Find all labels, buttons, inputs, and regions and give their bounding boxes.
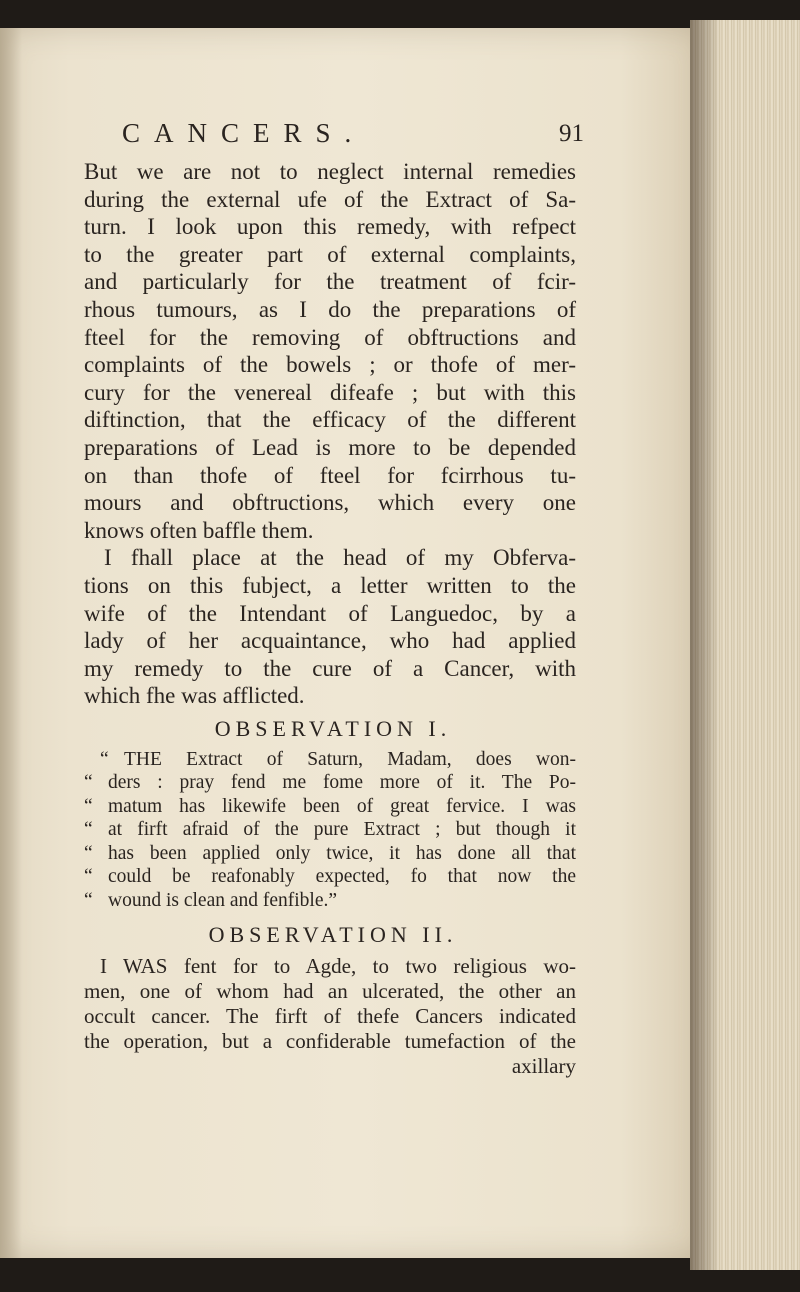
- quote-mark: “: [84, 819, 93, 841]
- page-edge-shadow: [690, 20, 720, 1270]
- quote-mark: “: [84, 842, 93, 864]
- quote-line: [84, 818, 576, 842]
- text-line: and particularly for the treatment of fcir-: [84, 269, 576, 295]
- text-line: turn. I look upon this remedy, with refpect: [84, 214, 576, 240]
- text-line: fteel for the removing of obftructions and: [84, 324, 576, 350]
- page-gutter-shadow: [0, 28, 22, 1258]
- text-line: which fhe was afflicted.: [84, 683, 305, 709]
- observation-2-heading: OBSERVATION II.: [208, 922, 458, 948]
- text-line: tions on this fubject, a letter written to the: [84, 572, 576, 598]
- paragraph-2: [84, 544, 576, 710]
- text-line: my remedy to the cure of a Cancer, with: [84, 655, 576, 681]
- observation-1-letter: [84, 748, 576, 913]
- text-line: knows often baffle them.: [84, 517, 314, 543]
- page-number: 91: [559, 120, 584, 147]
- text-line: I fhall place at the head of my Obferva-: [104, 545, 576, 571]
- paragraph-1: [84, 158, 576, 544]
- quote-text: could be reafonably expected, fo that now the: [108, 866, 576, 888]
- quote-line: [84, 795, 576, 819]
- quote-line: [84, 748, 576, 772]
- quote-text: has been applied only twice, it has done all that: [108, 842, 576, 864]
- running-title: CANCERS.: [122, 118, 366, 148]
- quote-text: at firft afraid of the pure Extract ; but though it: [108, 819, 576, 841]
- text-line: complaints of the bowels ; or thofe of mer-: [84, 352, 576, 378]
- quote-mark: “: [100, 748, 109, 770]
- text-line: men, one of whom had an ulcerated, the other an: [84, 979, 576, 1004]
- quote-text: wound is clean and fenfible.”: [108, 889, 338, 911]
- catchword: axillary: [511, 1054, 576, 1079]
- observation-1-heading: OBSERVATION I.: [214, 715, 452, 741]
- text-line: diftinction, that the efficacy of the different: [84, 407, 576, 433]
- text-line: the operation, but a confiderable tumefaction of the: [84, 1029, 576, 1054]
- quote-mark: “: [84, 889, 93, 911]
- text-line: occult cancer. The firft of thefe Cancers indicated: [84, 1004, 576, 1029]
- quote-line: [84, 842, 576, 866]
- text-line: But we are not to neglect internal remedies: [84, 159, 576, 184]
- text-line: on than thofe of fteel for fcirrhous tu-: [84, 462, 576, 488]
- running-header: [84, 118, 584, 158]
- quote-mark: “: [84, 795, 93, 817]
- text-line: lady of her acquaintance, who had applied: [84, 628, 576, 654]
- quote-mark: “: [84, 772, 93, 794]
- text-line: during the external ufe of the Extract of Sa-: [84, 186, 576, 212]
- text-line: to the greater part of external complaints,: [84, 241, 576, 267]
- text-line: mours and obftructions, which every one: [84, 490, 576, 516]
- quote-mark: “: [84, 866, 93, 888]
- quote-text: THE Extract of Saturn, Madam, does won-: [124, 748, 576, 770]
- text-line: cury for the venereal difeafe ; but with this: [84, 379, 576, 405]
- text-line: preparations of Lead is more to be depended: [84, 434, 576, 460]
- quote-line: [84, 889, 576, 913]
- quote-text: matum has likewife been of great fervice. I was: [108, 795, 576, 817]
- page-text: [84, 118, 584, 1079]
- text-line: wife of the Intendant of Languedoc, by a: [84, 600, 576, 626]
- text-line: I WAS fent for to Agde, to two religious wo-: [100, 954, 576, 979]
- text-line: rhous tumours, as I do the preparations of: [84, 296, 576, 322]
- quote-text: ders : pray fend me fome more of it. The Po-: [108, 772, 576, 794]
- observation-2-text: [84, 954, 576, 1079]
- quote-line: [84, 771, 576, 795]
- quote-line: [84, 865, 576, 889]
